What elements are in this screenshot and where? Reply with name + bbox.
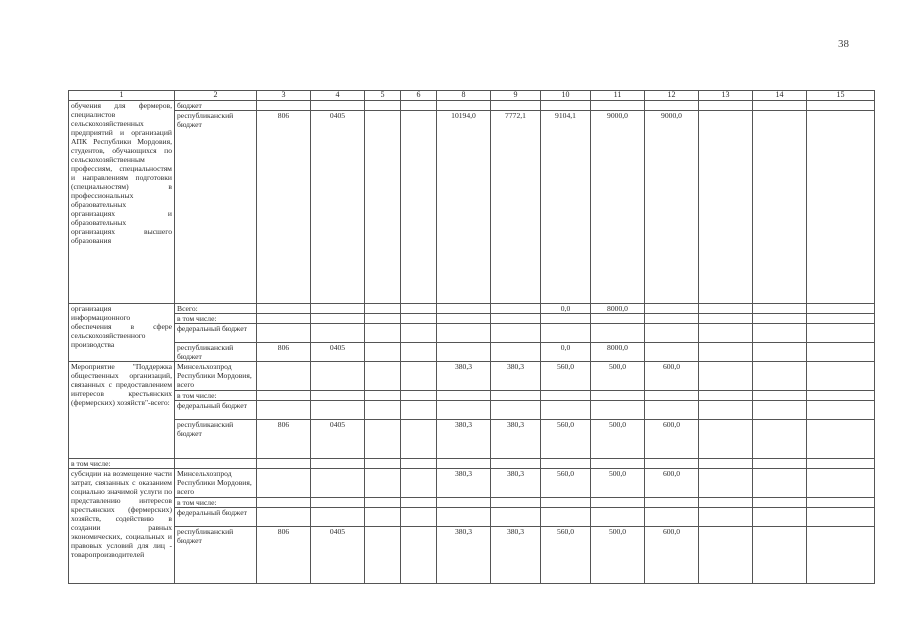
header-cell: 15	[807, 91, 875, 101]
value-cell: 0405	[311, 343, 365, 362]
table-row	[69, 362, 875, 391]
page-number: 38	[838, 38, 849, 50]
header-row	[69, 91, 875, 101]
header-cell: 1	[69, 91, 175, 101]
source-cell: республиканский бюджет	[175, 111, 257, 304]
description-cell: организация информационного обеспечения в сфере сельскохозяйственного производства	[69, 304, 175, 362]
value-cell: 0405	[311, 111, 365, 304]
header-cell: 5	[365, 91, 401, 101]
source-cell: бюджет	[175, 101, 257, 111]
value-cell: 0405	[311, 420, 365, 459]
header-cell: 12	[645, 91, 699, 101]
value-cell: 560,0	[541, 362, 591, 391]
table-row	[69, 459, 875, 469]
header-cell: 4	[311, 91, 365, 101]
value-cell: 380,3	[491, 420, 541, 459]
source-cell: Минсельхозпрод Республики Мордовия, всего	[175, 469, 257, 498]
budget-table	[68, 90, 875, 584]
description-cell: обучения для фермеров, специалистов сельскохозяйственных предприятий и организаций АПК Республики Мордовия, студентов, обучающихся по сельскохозяйственным профессиям, специальностям и направлениям подготовки (специальностям) в профессиональных образовательных организациях и образовательных организациях высшего образования	[69, 101, 175, 304]
value-cell: 8000,0	[591, 304, 645, 314]
source-cell: республиканский бюджет	[175, 420, 257, 459]
header-cell: 6	[401, 91, 437, 101]
table-row	[69, 391, 875, 401]
source-cell: федеральный бюджет	[175, 401, 257, 420]
value-cell: 600,0	[645, 362, 699, 391]
source-cell: в том числе:	[175, 314, 257, 324]
value-cell: 10194,0	[437, 111, 491, 304]
table-row	[69, 304, 875, 314]
value-cell: 806	[257, 343, 311, 362]
description-cell: Мероприятие "Поддержка общественных организаций, связанных с предоставлением интересов крестьянских (фермерских) хозяйств"-всего:	[69, 362, 175, 459]
table-row	[69, 101, 875, 111]
value-cell: 380,3	[491, 527, 541, 584]
source-cell: Всего:	[175, 304, 257, 314]
value-cell: 806	[257, 420, 311, 459]
value-cell: 380,3	[491, 362, 541, 391]
value-cell: 9104,1	[541, 111, 591, 304]
value-cell: 380,3	[437, 420, 491, 459]
value-cell: 600,0	[645, 527, 699, 584]
table-row	[69, 498, 875, 508]
source-cell: в том числе:	[175, 391, 257, 401]
source-cell: федеральный бюджет	[175, 508, 257, 527]
value-cell: 560,0	[541, 527, 591, 584]
value-cell: 560,0	[541, 420, 591, 459]
table-row	[69, 420, 875, 459]
value-cell: 500,0	[591, 420, 645, 459]
table-row	[69, 314, 875, 324]
source-cell: Минсельхозпрод Республики Мордовия, всего	[175, 362, 257, 391]
table-row	[69, 401, 875, 420]
description-cell: субсидии на возмещение части затрат, связанных с оказанием социально значимой услуги по представлению интересов крестьянских (фермерских) хозяйств, содействию в создании равных экономических, социальных и правовых условий для лиц - товаропроизводителей	[69, 469, 175, 584]
source-cell: в том числе:	[175, 498, 257, 508]
table-row	[69, 469, 875, 498]
value-cell: 500,0	[591, 527, 645, 584]
table-row	[69, 324, 875, 343]
header-cell: 14	[753, 91, 807, 101]
source-cell: республиканский бюджет	[175, 343, 257, 362]
subheading-cell: в том числе:	[69, 459, 175, 469]
header-cell: 10	[541, 91, 591, 101]
value-cell: 500,0	[591, 469, 645, 498]
value-cell: 0,0	[541, 343, 591, 362]
value-cell: 380,3	[437, 527, 491, 584]
value-cell: 806	[257, 111, 311, 304]
value-cell: 560,0	[541, 469, 591, 498]
header-cell: 3	[257, 91, 311, 101]
header-cell: 8	[437, 91, 491, 101]
source-cell: федеральный бюджет	[175, 324, 257, 343]
header-cell: 13	[699, 91, 753, 101]
value-cell: 380,3	[437, 362, 491, 391]
value-cell: 500,0	[591, 362, 645, 391]
table-row	[69, 111, 875, 304]
value-cell: 9000,0	[645, 111, 699, 304]
value-cell: 806	[257, 527, 311, 584]
value-cell: 0,0	[541, 304, 591, 314]
value-cell: 380,3	[437, 469, 491, 498]
value-cell: 9000,0	[591, 111, 645, 304]
value-cell: 600,0	[645, 420, 699, 459]
value-cell: 0405	[311, 527, 365, 584]
value-cell: 380,3	[491, 469, 541, 498]
header-cell: 2	[175, 91, 257, 101]
header-cell: 9	[491, 91, 541, 101]
value-cell: 7772,1	[491, 111, 541, 304]
table-row	[69, 527, 875, 584]
source-cell: республиканский бюджет	[175, 527, 257, 584]
value-cell: 600,0	[645, 469, 699, 498]
table-row	[69, 343, 875, 362]
table-row	[69, 508, 875, 527]
header-cell: 11	[591, 91, 645, 101]
value-cell: 8000,0	[591, 343, 645, 362]
